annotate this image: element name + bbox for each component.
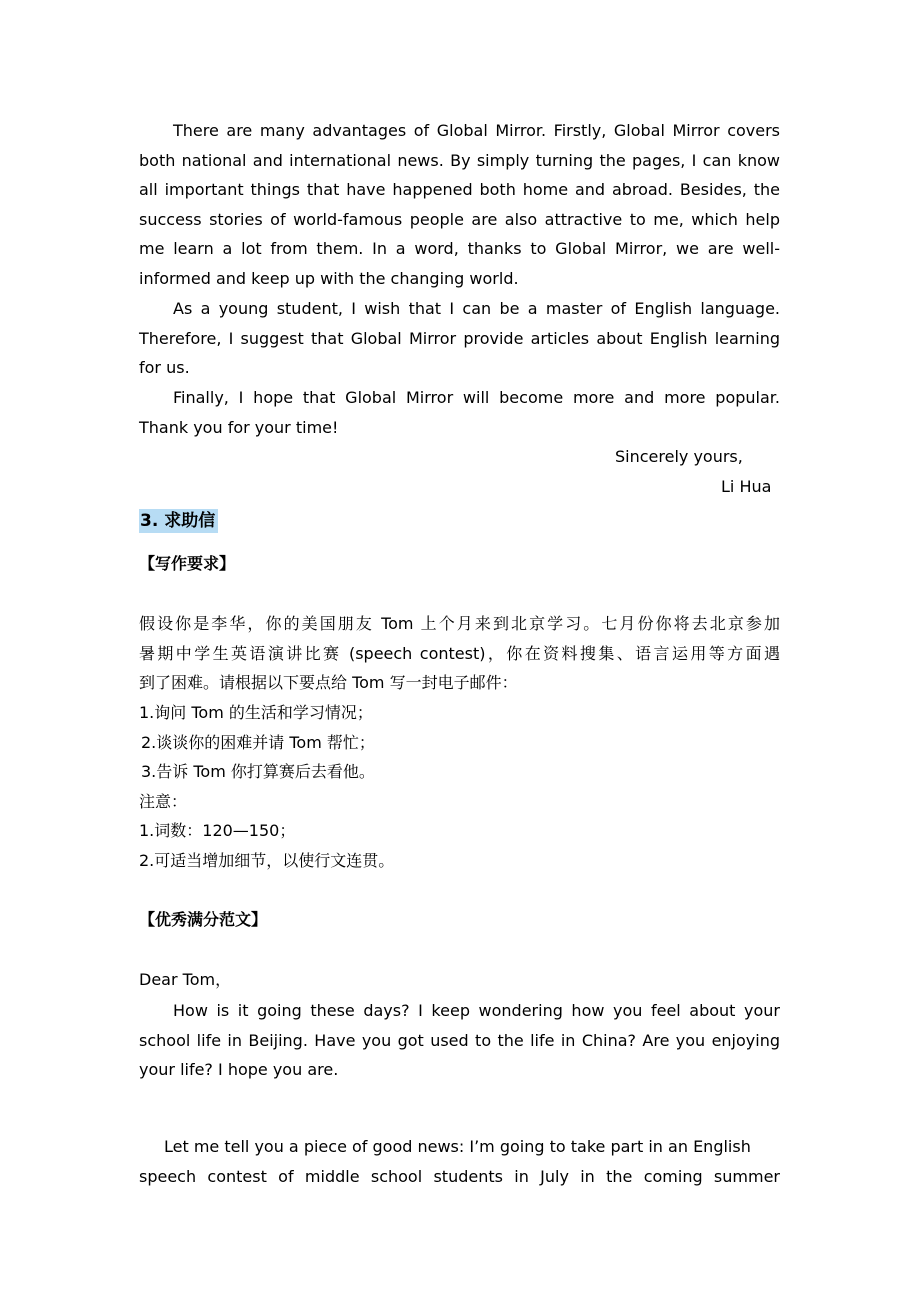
- prompt-line-3: 到了困难。请根据以下要点给 Tom 写一封电子邮件：: [139, 673, 518, 692]
- letter-paragraph-1: There are many advantages of Global Mirror. Firstly, Global Mirror covers both national and international news. By simply turning the pages, I can know all important things that have happened both home and abroad. Besides, the success stories of world-famous people are also attractive to me, which help me learn a lot from them. In a word, thanks to Global Mirror, we are well-informed and keep up with the changing world.: [139, 121, 780, 288]
- letter-paragraph-3: Finally, I hope that Global Mirror will become more and more popular. Thank you for your time!: [139, 388, 780, 437]
- requirements-title: 【写作要求】: [139, 554, 236, 573]
- section-heading-help-letter: 3. 求助信: [139, 509, 218, 533]
- sample-paragraph-2-line-1: Let me tell you a piece of good news: I’m going to take part in an English: [164, 1137, 751, 1156]
- letter-paragraph-2: As a young student, I wish that I can be a master of English language. Therefore, I suggest that Global Mirror provide articles about English learning for us.: [139, 299, 780, 378]
- prompt-line-2: 暑期中学生英语演讲比赛 (speech contest)，你在资料搜集、语言运用等方面遇: [139, 644, 780, 663]
- requirement-point-3: 3.告诉 Tom 你打算赛后去看他。: [141, 762, 375, 781]
- note-item-2: 2.可适当增加细节，以使行文连贯。: [139, 851, 395, 870]
- letter-closing: Sincerely yours,: [615, 447, 743, 466]
- sample-paragraph-1: How is it going these days? I keep wondering how you feel about your school life in Beijing. Have you got used to the life in China? Are you enjoying your life? I hope you are.: [139, 1001, 780, 1080]
- sample-salutation: Dear Tom，: [139, 970, 232, 989]
- note-label: 注意：: [139, 792, 188, 811]
- letter-signature: Li Hua: [721, 477, 772, 496]
- note-item-1: 1.词数：120—150；: [139, 821, 296, 840]
- requirement-point-1: 1.询问 Tom 的生活和学习情况；: [139, 703, 373, 722]
- prompt-line-1: 假设你是李华，你的美国朋友 Tom 上个月来到北京学习。七月份你将去北京参加: [139, 614, 780, 633]
- sample-paragraph-2-line-2: speech contest of middle school students in July in the coming summer: [139, 1167, 780, 1186]
- sample-essay-title: 【优秀满分范文】: [139, 910, 268, 929]
- requirement-point-2: 2.谈谈你的困难并请 Tom 帮忙；: [141, 733, 375, 752]
